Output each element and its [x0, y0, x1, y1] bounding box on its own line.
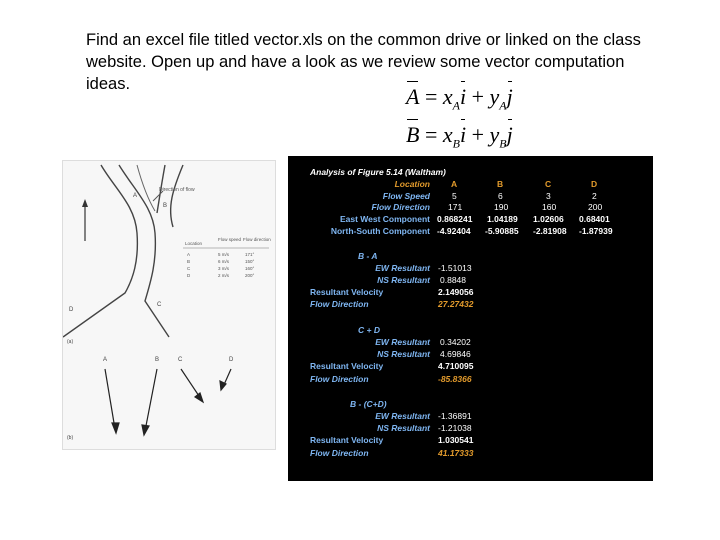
svg-text:160°: 160°	[245, 266, 255, 271]
section-heading-c-plus-d: C + D	[358, 325, 380, 335]
flow-speed-label: Flow Speed	[382, 191, 430, 201]
ew-component-label: East West Component	[339, 214, 430, 224]
svg-text:B: B	[187, 259, 191, 264]
panel-label-a: (a)	[67, 339, 74, 345]
equation-b: $B = x_Bi + y_Bj$	[406, 122, 513, 151]
branch-label-c: C	[157, 302, 162, 308]
ns-component-label: North-South Component	[330, 226, 430, 236]
table-header-location: Location	[185, 241, 203, 246]
flow-speed-table	[183, 237, 271, 278]
svg-text:3 m/s: 3 m/s	[218, 266, 230, 271]
vector-label-a: A	[103, 357, 108, 363]
unit-j-symbol: j	[506, 84, 513, 109]
section-heading-b-minus-a: B - A	[358, 251, 378, 261]
vector-label-d: D	[229, 357, 234, 363]
vector-b-symbol: B	[406, 122, 420, 147]
unit-j-symbol: j	[506, 122, 513, 147]
table-header-direction: Flow direction	[243, 237, 271, 242]
flow-vectors	[105, 369, 231, 435]
equation-a: $A = x_Ai + y_Aj$	[406, 84, 513, 113]
svg-text:A: A	[187, 252, 191, 257]
location-label: Location	[394, 179, 430, 189]
table-header-speed: Flow speed	[218, 237, 242, 242]
branch-label-b: B	[163, 203, 168, 209]
vector-a-symbol: A	[406, 84, 420, 109]
direction-label: Direction of flow	[159, 187, 195, 193]
svg-text:171°: 171°	[245, 252, 255, 257]
svg-text:C: C	[187, 266, 191, 271]
svg-text:6 m/s: 6 m/s	[218, 259, 230, 264]
section-heading-b-minus-cd: B - (C+D)	[350, 399, 387, 409]
sheet-title: Analysis of Figure 5.14 (Waltham)	[310, 167, 446, 177]
unit-i-symbol: i	[459, 122, 467, 147]
vector-label-b: B	[155, 357, 160, 363]
flow-figure-drawing	[63, 161, 275, 449]
flow-direction-label: Flow Direction	[371, 202, 430, 212]
svg-text:5 m/s: 5 m/s	[218, 252, 230, 257]
spreadsheet-screenshot: Analysis of Figure 5.14 (Waltham) Location A B C D Flow Speed 5 6 3 2 Flow Direction 171 190 160 200 East West Component 0.868241 1.04189 1.02606 0.68401 North-South Component -4.92404 -5.90885 -2.81908 -1.87939 B - A EW Resultant -1.51013 NS Resultant 0.8848 Resultant Velocity 2.149056 Flow Direction 27.27432 C + D EW Resultant 0.34202 NS Resultant 4.69846 Resultant Velocity 4.710095 Flow Direction -85.8366 B - (C+D) EW Resultant -1.36891 NS Resultant -1.21038 Resultant Velocity 1.030541 Flow Direction 41.17333	[288, 156, 653, 481]
svg-text:2 m/s: 2 m/s	[218, 273, 230, 278]
svg-text:150°: 150°	[245, 259, 255, 264]
branch-label-d: D	[69, 307, 74, 313]
unit-i-symbol: i	[459, 84, 467, 109]
svg-text:D: D	[187, 273, 191, 278]
flow-figure-scan	[62, 160, 276, 450]
panel-label-b: (b)	[67, 435, 74, 441]
branch-label-a: A	[133, 193, 138, 199]
svg-text:200°: 200°	[245, 273, 255, 278]
intro-text: Find an excel file titled vector.xls on the common drive or linked on the class website. Open up and have a look as we review some vector computation ideas.	[86, 31, 641, 93]
vector-label-c: C	[178, 357, 183, 363]
